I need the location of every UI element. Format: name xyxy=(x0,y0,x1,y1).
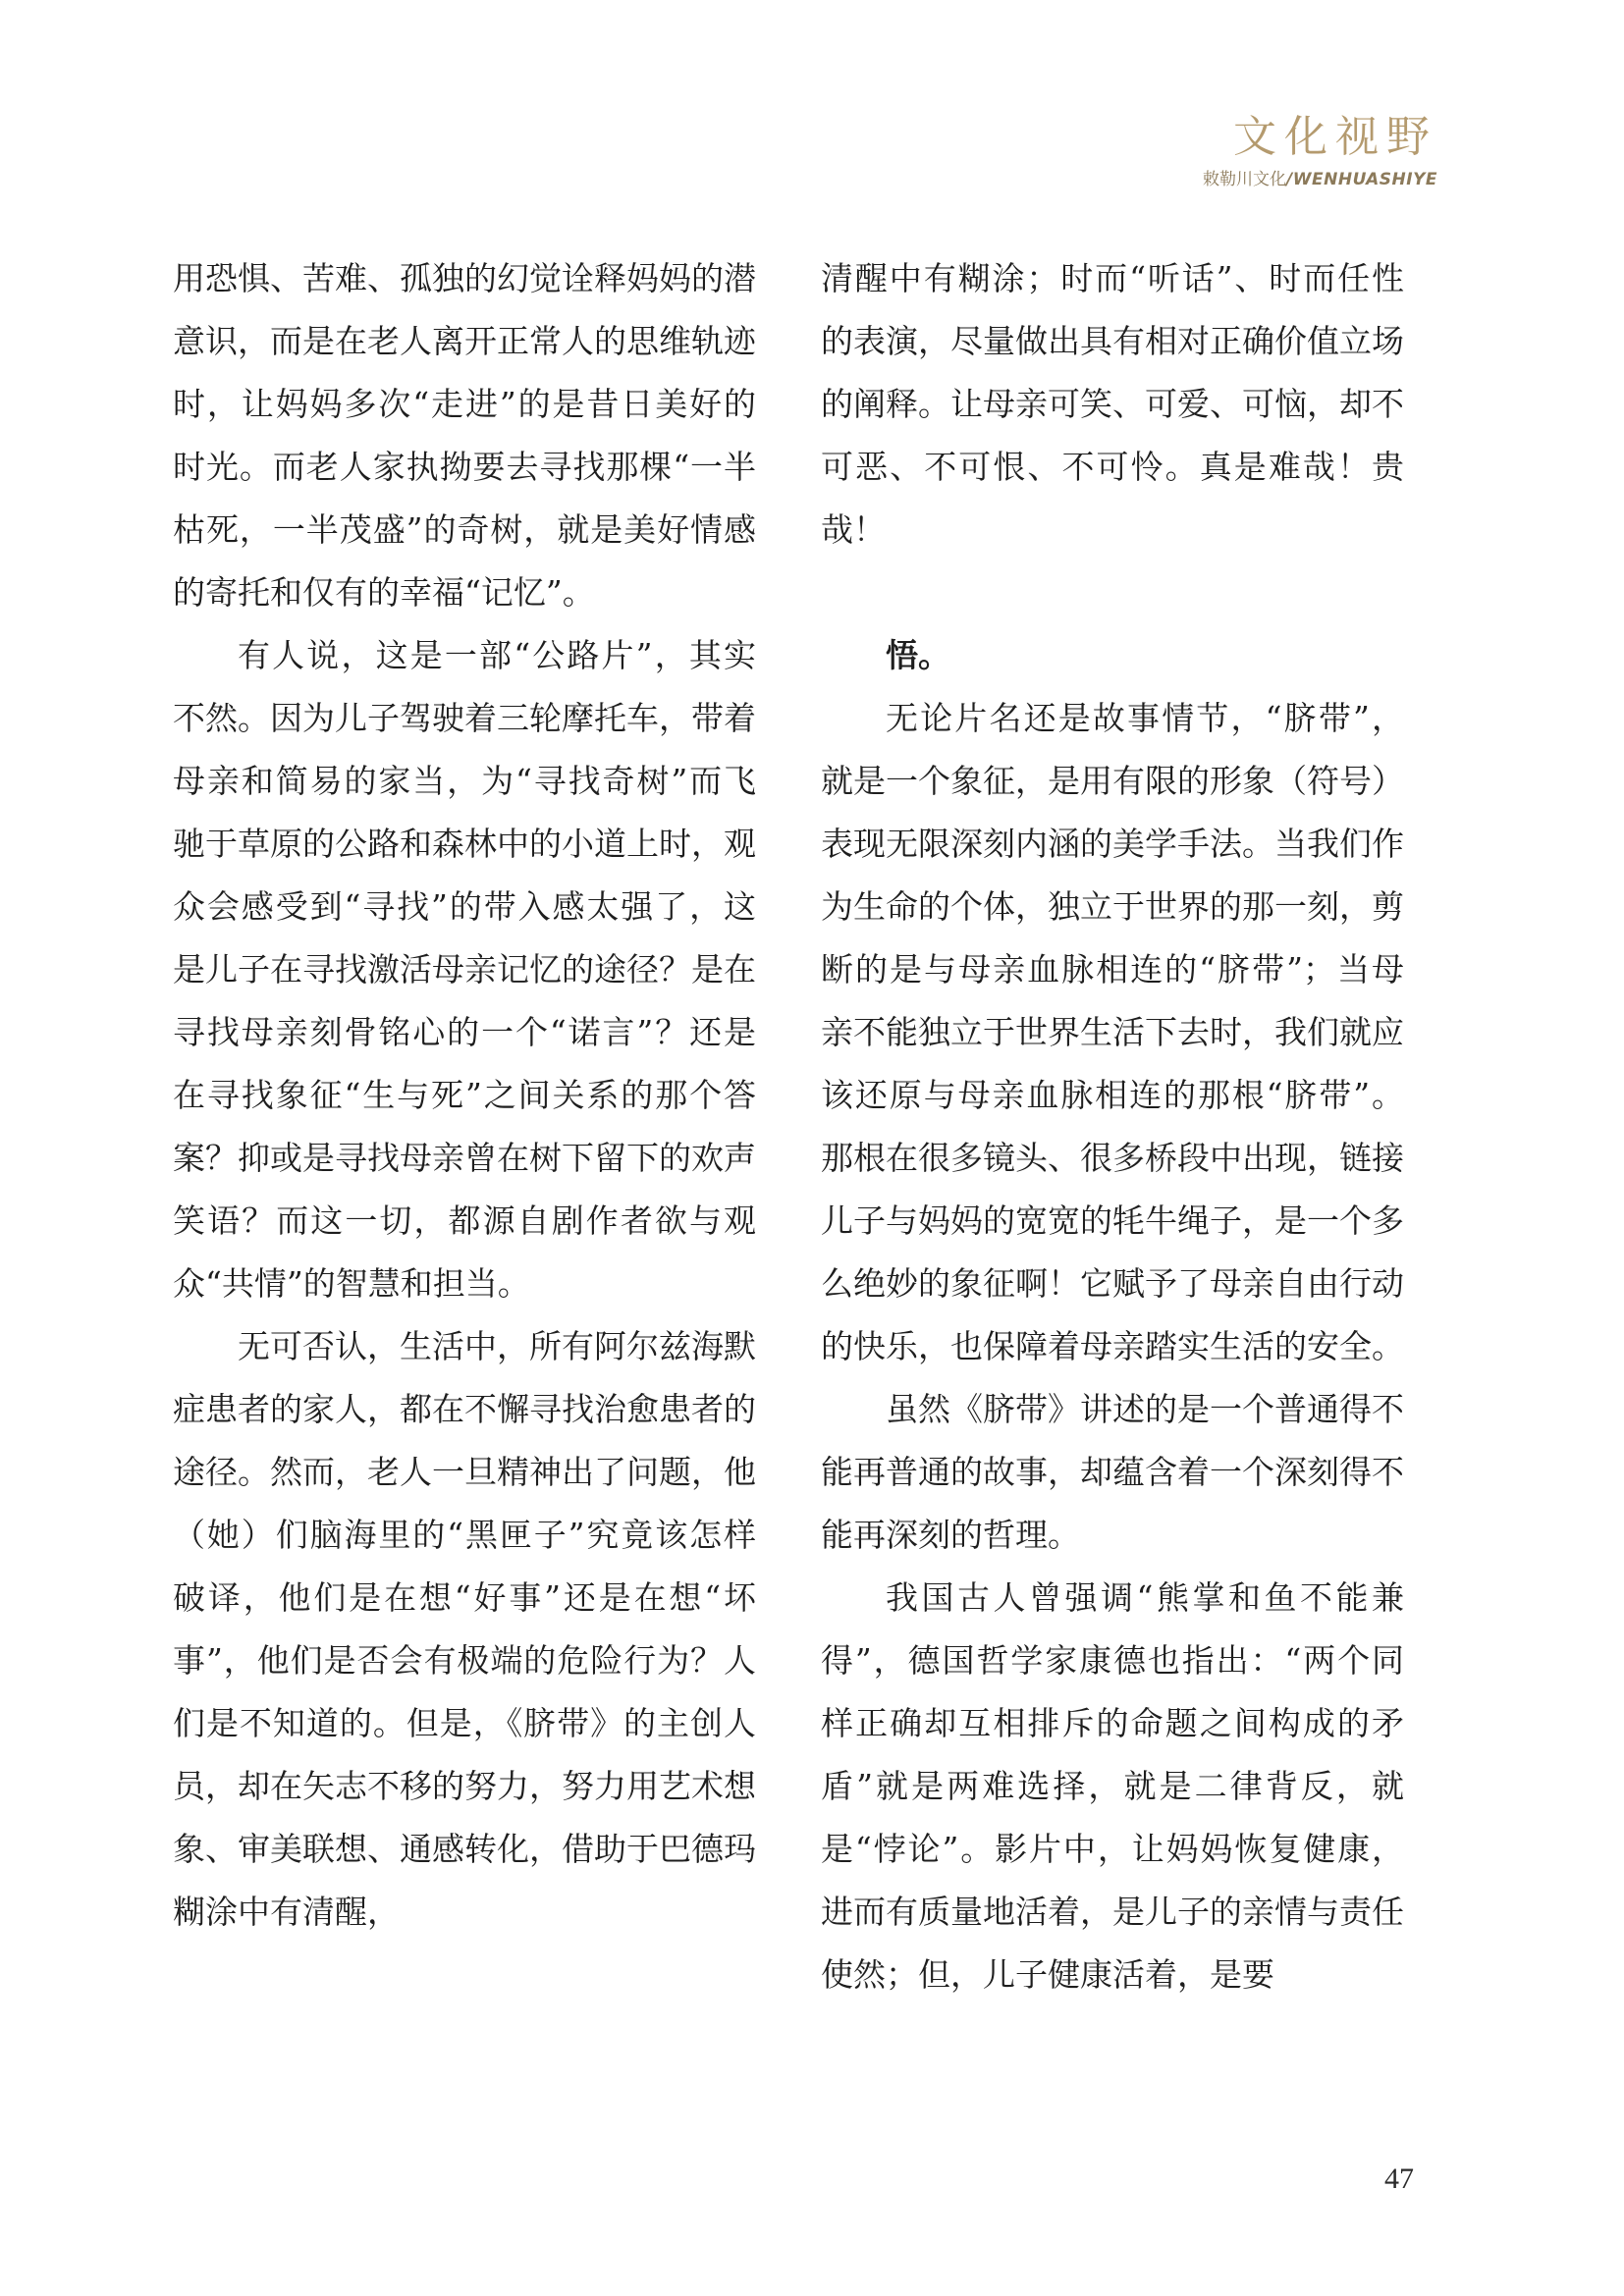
subtitle-cn: 敕勒川文化 xyxy=(1203,170,1287,189)
right-column xyxy=(821,247,1404,2006)
paragraph: 无论片名还是故事情节，“脐带”，就是一个象征，是用有限的形象（符号）表现无限深刻内涵的美学手法。当我们作为生命的个体，独立于世界的那一刻，剪断的是与母亲血脉相连的“脐带”；当母亲不能独立于世界生活下去时，我们就应该还原与母亲血脉相连的那根“脐带”。那根在很多镜头、很多桥段中出现，链接儿子与妈妈的宽宽的牦牛绳子，是一个多么绝妙的象征啊！它赋予了母亲自由行动的快乐，也保障着母亲踏实生活的安全。 xyxy=(821,699,1404,1365)
subtitle-en: WENHUASHIYE xyxy=(1292,170,1437,189)
page-number: 47 xyxy=(1384,2163,1414,2195)
paragraph: 无可否认，生活中，所有阿尔兹海默症患者的家人，都在不懈寻找治愈患者的途径。然而，老人一旦精神出了问题，他（她）们脑海里的“黑匣子”究竟该怎样破译，他们是在想“好事”还是在想“坏事”，他们是否会有极端的危险行为？人们是不知道的。但是，《脐带》的主创人员，却在矢志不移的努力，努力用艺术想象、审美联想、通感转化，借助于巴德玛糊涂中有清醒， xyxy=(173,1327,756,1931)
paragraph: 虽然《脐带》讲述的是一个普通得不能再普通的故事，却蕴含着一个深刻得不能再深刻的哲理。 xyxy=(821,1390,1404,1554)
left-column xyxy=(173,247,756,1944)
section-title: 文化视野 xyxy=(1233,112,1437,162)
section-header xyxy=(1203,110,1437,190)
paragraph: 有人说，这是一部“公路片”，其实不然。因为儿子驾驶着三轮摩托车，带着母亲和简易的家当，为“寻找奇树”而飞驰于草原的公路和森林中的小道上时，观众会感受到“寻找”的带入感太强了，这是儿子在寻找激活母亲记忆的途径？是在寻找母亲刻骨铭心的一个“诺言”？还是在寻找象征“生与死”之间关系的那个答案？抑或是寻找母亲曾在树下留下的欢声笑语？而这一切，都源自剧作者欲与观众“共情”的智慧和担当。 xyxy=(173,636,756,1303)
subtitle-separator: / xyxy=(1286,170,1293,189)
paragraph: 清醒中有糊涂；时而“听话”、时而任性的表演，尽量做出具有相对正确价值立场的阐释。让母亲可笑、可爱、可恼，却不可恶、不可恨、不可怜。真是难哉！贵哉！ xyxy=(821,259,1404,549)
paragraph: 用恐惧、苦难、孤独的幻觉诠释妈妈的潜意识，而是在老人离开正常人的思维轨迹时，让妈妈多次“走进”的是昔日美好的时光。而老人家执拗要去寻找那棵“一半枯死，一半茂盛”的奇树，就是美好情感的寄托和仅有的幸福“记忆”。 xyxy=(173,259,756,612)
section-heading: 悟。 xyxy=(886,636,950,674)
paragraph: 我国古人曾强调“熊掌和鱼不能兼得”，德国哲学家康德也指出：“两个同样正确却互相排斥的命题之间构成的矛盾”就是两难选择，就是二律背反，就是“悖论”。影片中，让妈妈恢复健康，进而有质量地活着，是儿子的亲情与责任使然；但，儿子健康活着，是要 xyxy=(821,1578,1404,1994)
section-subtitle xyxy=(1203,169,1437,190)
